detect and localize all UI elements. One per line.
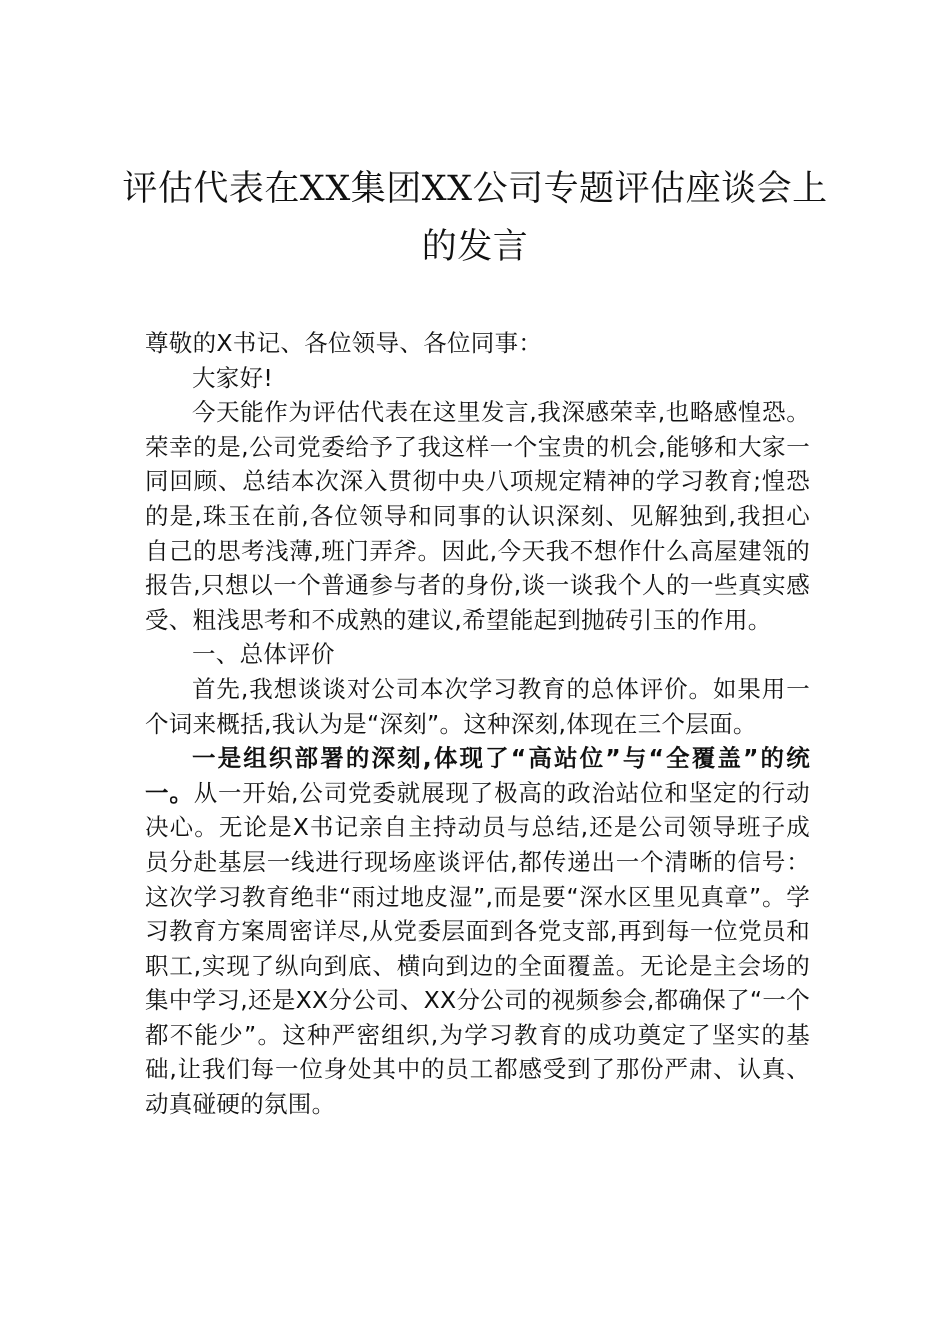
document-title: 评估代表在XX集团XX公司专题评估座谈会上的发言 [122,169,828,267]
document-body [145,326,810,1122]
paragraph-organization-lead: 一是组织部署的深刻,体现了“高站位”与“全覆盖”的统一。 [145,744,810,807]
salutation: 尊敬的X书记、各位领导、各位同事： [145,329,543,357]
paragraph-organization-body: 从一开始,公司党委就展现了极高的政治站位和坚定的行动决心。无论是X书记亲自主持动员与总结,还是公司领导班子成员分赴基层一线进行现场座谈评估,都传递出一个清晰的信号：这次学习教育绝非“雨过地皮湿”,而是要“深水区里见真章”。学习教育方案周密详尽,从党委层面到各党支部,再到每一位党员和职工,实现了纵向到底、横向到边的全面覆盖。无论是主会场的集中学习,还是XX分公司、XX分公司的视频参会,都确保了“一个都不能少”。这种严密组织,为学习教育的成功奠定了坚实的基础,让我们每一位身处其中的员工都感受到了那份严肃、认真、动真碰硬的氛围。 [145,778,810,1119]
section-heading-overall-evaluation: 一、总体评价 [192,640,335,669]
paragraph-organization [145,741,810,1122]
paragraph-intro: 今天能作为评估代表在这里发言,我深感荣幸,也略感惶恐。荣幸的是,公司党委给予了我这样一个宝贵的机会,能够和大家一同回顾、总结本次深入贯彻中央八项规定精神的学习教育;惶恐的是,珠玉在前,各位领导和同事的认识深刻、见解独到,我担心自己的思考浅薄,班门弄斧。因此,今天我不想作什么高屋建瓴的报告,只想以一个普通参与者的身份,谈一谈我个人的一些真实感受、粗浅思考和不成熟的建议,希望能起到抛砖引玉的作用。 [145,398,810,634]
paragraph-overall-evaluation: 首先,我想谈谈对公司本次学习教育的总体评价。如果用一个词来概括,我认为是“深刻”。这种深刻,体现在三个层面。 [145,674,810,738]
greeting: 大家好! [192,363,274,392]
